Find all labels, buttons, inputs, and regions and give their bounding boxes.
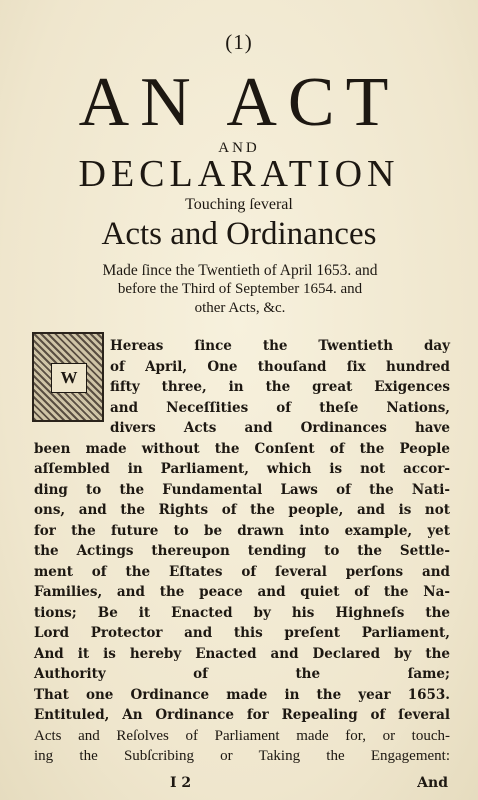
title-acts-and-ordinances: Acts and Ordinances: [101, 216, 377, 252]
body-line: tions; Be it Enacted by his Highneſs the: [34, 604, 450, 621]
body-line: Families, and the peace and quiet of the Na-: [34, 584, 450, 600]
title-touching: Touching ſeveral: [185, 196, 293, 213]
page-number: (1): [225, 30, 253, 54]
title-and: AND: [218, 140, 260, 156]
body-line: fifty three, in the great Exigences: [110, 379, 450, 395]
initial-letter: W: [51, 363, 87, 393]
title-declaration: DECLARATION: [78, 153, 400, 195]
body-line: aſſembled in Parliament, which is not accor-: [34, 461, 450, 477]
body-line-roman: ing the Subſcribing or Taking the Engagement:: [34, 748, 450, 764]
body-line: Authority of the ſame;: [34, 666, 450, 682]
body-line: Entituled, An Ordinance for Repealing of ſeveral: [34, 707, 450, 723]
title-dates-line-3: other Acts, &c.: [194, 300, 286, 316]
catchword: And: [417, 775, 448, 791]
body-line: Lord Protector and this preſent Parliament,: [34, 625, 450, 641]
body-line: That one Ordinance made in the year 1653.: [34, 686, 450, 703]
signature-mark: I 2: [170, 775, 192, 791]
title-dates-line-2: before the Third of September 1654. and: [117, 281, 363, 297]
body-line: been made without the Conſent of the People: [34, 440, 450, 457]
body-line: and Neceſſities of theſe Nations,: [110, 399, 450, 416]
body-line-roman: Acts and Reſolves of Parliament made for, or touch-: [34, 727, 450, 744]
title-an-act: AN ACT: [78, 64, 400, 141]
body-line: ment of the Eſtates of ſeveral perſons and: [34, 563, 450, 580]
body-line: of April, One thouſand ſix hundred: [110, 358, 450, 375]
body-line: Hereas ſince the Twentieth day: [110, 338, 450, 354]
body-line: for the future to be drawn into example, yet: [34, 522, 450, 539]
body-line: ding to the Fundamental Laws of the Nati-: [34, 481, 450, 498]
body-line: divers Acts and Ordinances have: [110, 420, 450, 436]
decorated-initial: [32, 332, 104, 422]
body-line: ons, and the Rights of the people, and is not: [34, 502, 450, 518]
body-line: the Actings thereupon tending to the Settle-: [34, 543, 450, 559]
title-dates-line-1: Made ſince the Twentieth of April 1653. and: [102, 262, 378, 279]
body-line: And it is hereby Enacted and Declared by the: [34, 645, 450, 662]
